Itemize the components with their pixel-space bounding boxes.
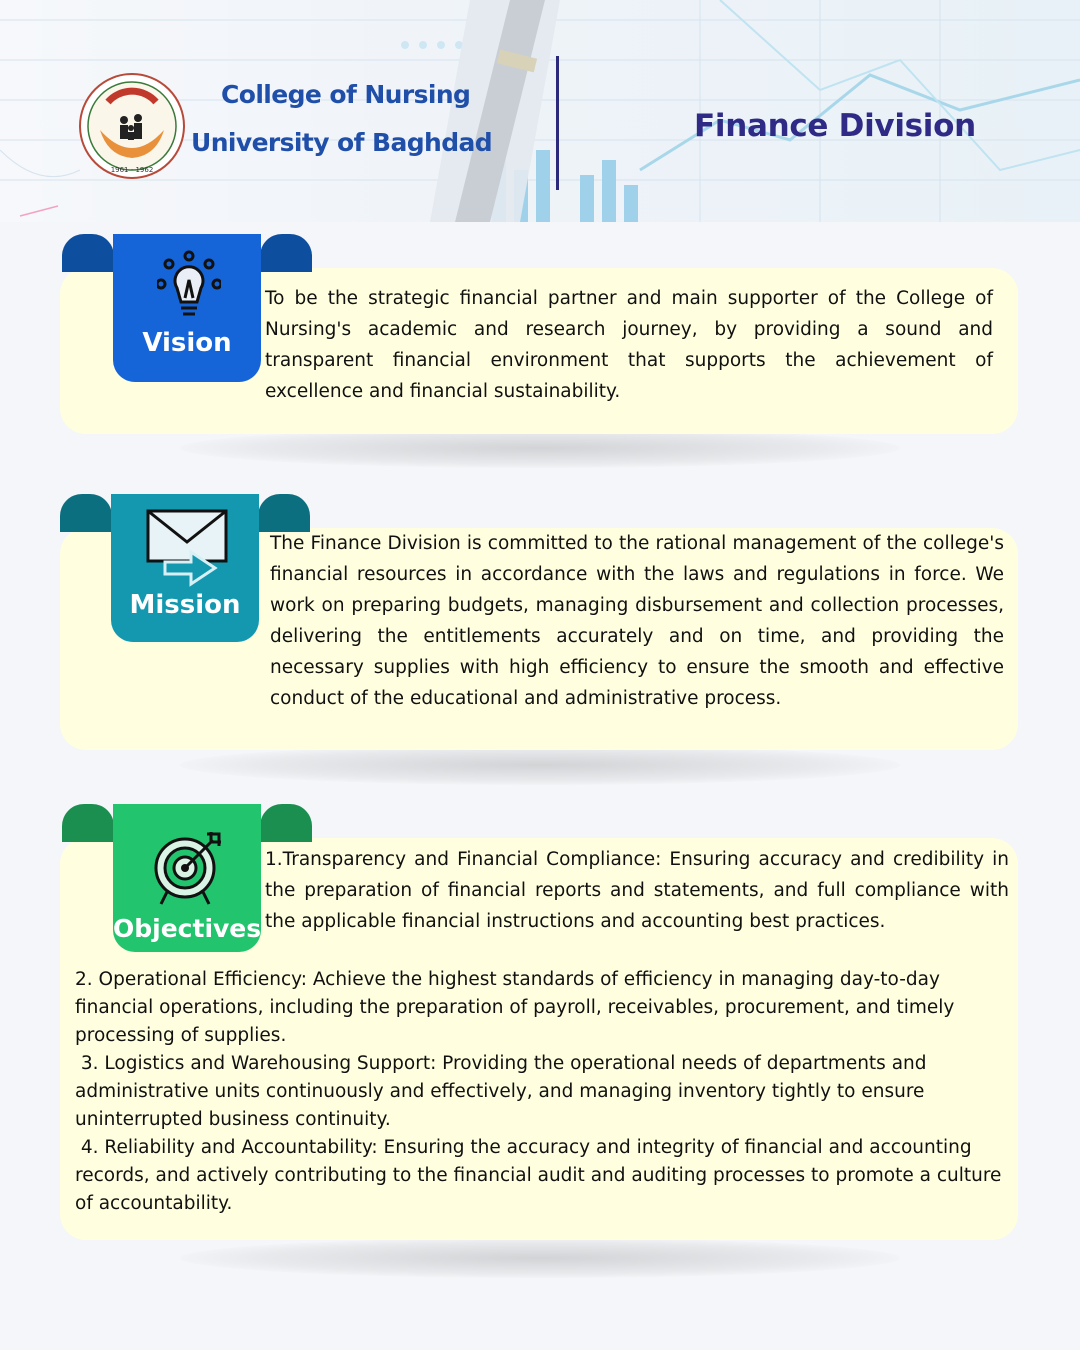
target-icon	[153, 830, 223, 906]
objectives-badge	[113, 804, 261, 952]
objective-item-3: 3. Logistics and Warehousing Support: Providing the operational needs of departments and administrative units continuously and effectively, and managing inventory tightly to ensure uninterrupted business continuity.	[75, 1053, 933, 1130]
header-divider	[556, 56, 559, 190]
division-title: Finance Division	[694, 108, 976, 144]
objectives-shadow	[180, 1238, 900, 1278]
vision-shadow	[180, 428, 900, 468]
mission-badge	[111, 494, 259, 642]
vision-badge	[113, 234, 261, 382]
objectives-tab-right	[260, 804, 312, 842]
mission-tab-right	[258, 494, 310, 532]
vision-label: Vision	[142, 328, 232, 358]
vision-tab-right	[260, 234, 312, 272]
mission-tab-left	[60, 494, 112, 532]
vision-text: To be the strategic financial partner and main supporter of the College of Nursing's academic and research journey, by providing a sound and transparent financial environment that supports the achievement of excellence and financial sustainability.	[265, 288, 993, 402]
objective-item-2: 2. Operational Efficiency: Achieve the highest standards of efficiency in managing day-to-day financial operations, including the preparation of payroll, receivables, procurement, and timely processing of supplies.	[75, 969, 955, 1046]
college-logo	[78, 72, 186, 180]
header-banner	[0, 0, 1080, 222]
objectives-tab-left	[62, 804, 114, 842]
college-line1: College of Nursing	[221, 80, 471, 109]
vision-tab-left	[62, 234, 114, 272]
objective-item-4: 4. Reliability and Accountability: Ensuring the accuracy and integrity of financial and accounting records, and actively contributing to the financial audit and auditing processes to promote a culture of accountability.	[75, 1137, 1008, 1214]
lightbulb-icon	[157, 248, 221, 328]
objective-item-1: 1.Transparency and Financial Compliance: Ensuring accuracy and credibility in the preparation of financial reports and statements, and full compliance with the applicable financial instructions and accounting best practices.	[265, 849, 1009, 932]
envelope-arrow-icon	[145, 508, 229, 588]
mission-shadow	[180, 745, 900, 785]
logo-year: 1961 - 1962	[110, 166, 154, 174]
college-line2: University of Baghdad	[191, 128, 493, 157]
mission-label: Mission	[129, 590, 241, 620]
objectives-label: Objectives	[113, 914, 262, 943]
objectives-list	[75, 966, 1015, 1218]
mission-text: The Finance Division is committed to the rational management of the college's financial resources in accordance with the laws and regulations in force. We work on preparing budgets, managing disbursement and collection processes, delivering the entitlements accurately and on time, and providing the necessary supplies with high efficiency to ensure the smooth and effective conduct of the educational and administrative process.	[270, 533, 1004, 709]
